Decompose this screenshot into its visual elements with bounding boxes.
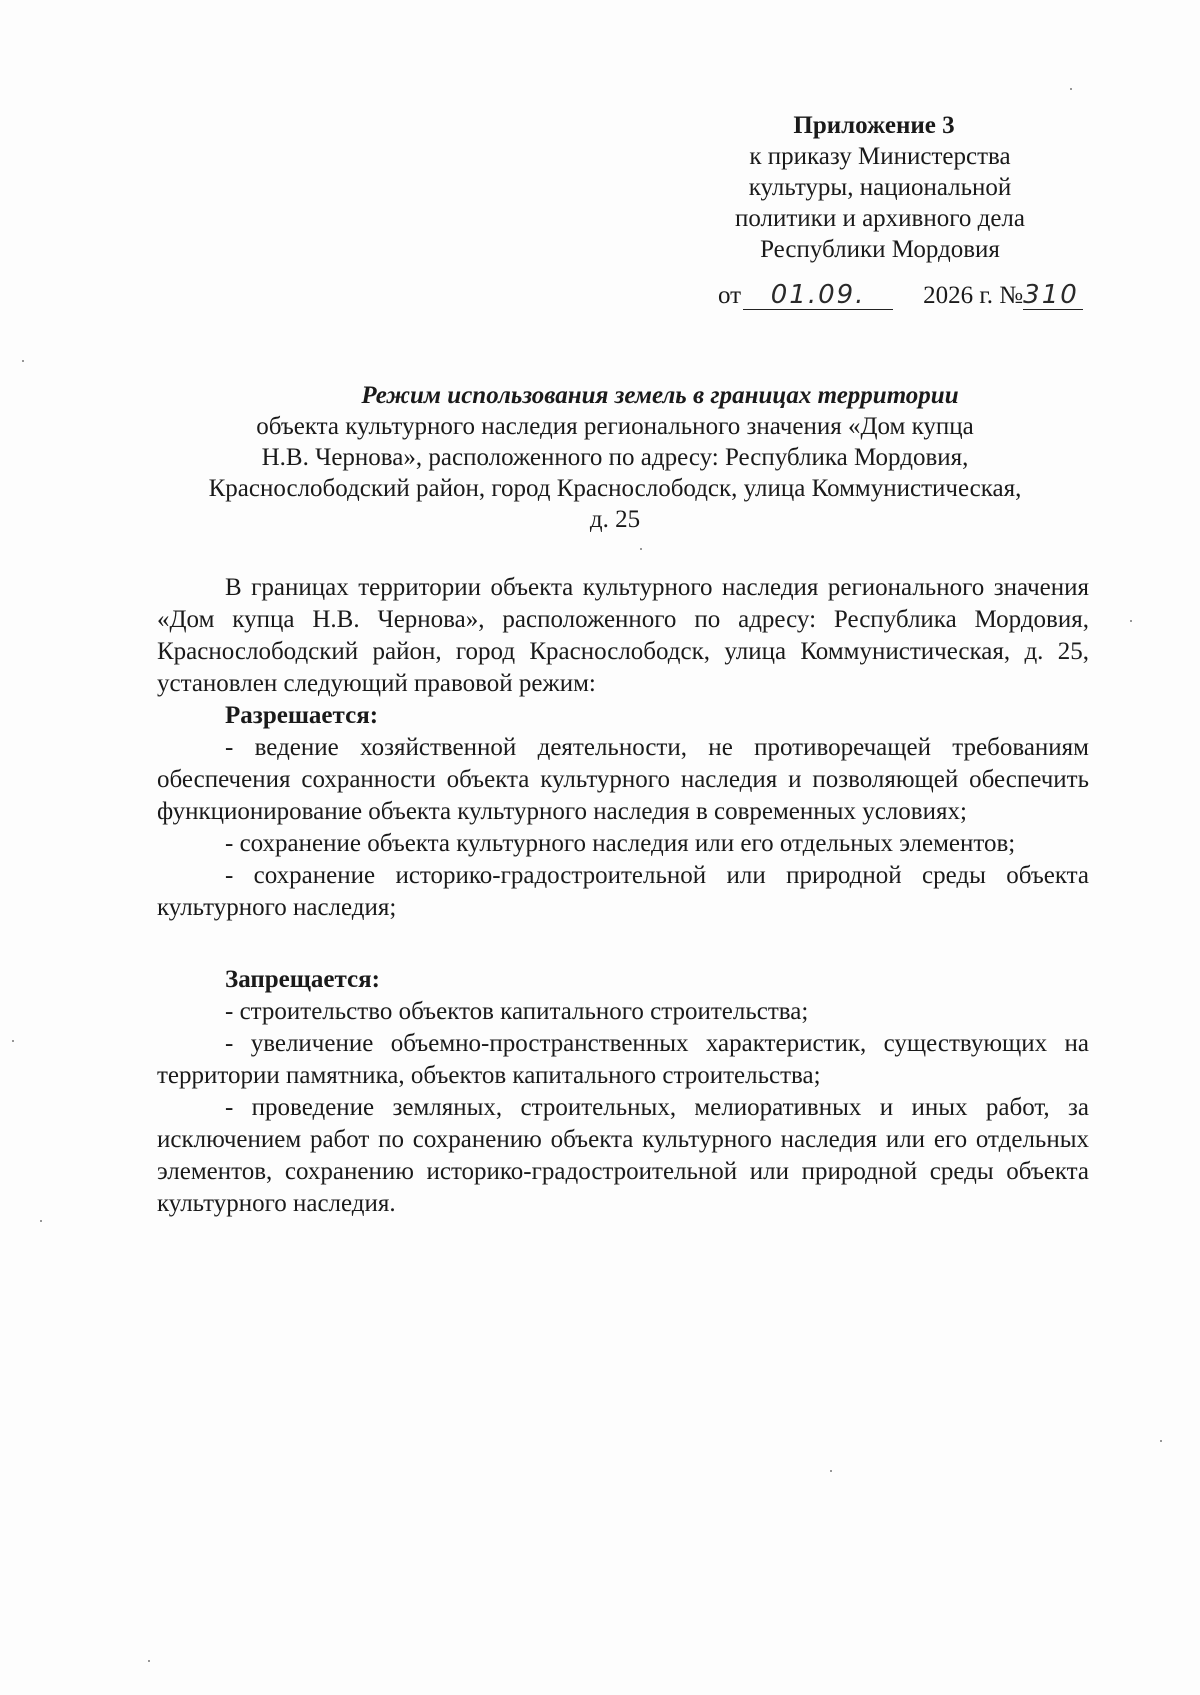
scan-speck: [830, 1470, 832, 1472]
scan-speck: [40, 1220, 42, 1222]
prohibited-heading: Запрещается:: [225, 966, 381, 993]
intro-paragraph: В границах территории объекта культурного наследия регионального значения «Дом купца Н.В. Чернова», расположенного по адресу: Республика Мордовия, Краснослободский район, город Краснослободск, улица Коммунистическая, д. 25, установлен следующий правовой режим:: [157, 574, 1089, 697]
scan-speck: [12, 1040, 14, 1042]
title-line: д. 25: [589, 506, 641, 533]
allowed-item: - ведение хозяйственной деятельности, не противоречащей требованиям обеспечения сохранности объекта культурного наследия и позволяющей обеспечить функционирование объекта культурного наследия в современных условиях;: [157, 734, 1089, 825]
prohibited-item: - строительство объектов капитального строительства;: [225, 998, 809, 1025]
title-line: объекта культурного наследия регионального значения «Дом купца: [256, 413, 974, 440]
prohibited-item: - проведение земляных, строительных, мелиоративных и иных работ, за исключением работ по сохранению объекта культурного наследия или его отдельных элементов, сохранению историко-градостроительной или природной среды объекта культурного наследия.: [157, 1094, 1089, 1217]
annex-line: культуры, национальной: [748, 174, 1012, 201]
prohibited-item: - увеличение объемно-пространственных характеристик, существующих на территории памятника, объектов капитального строительства;: [157, 1030, 1089, 1089]
year-text: 2026 г. №: [923, 282, 1024, 309]
document-body: [157, 572, 1089, 1220]
date-prefix: от: [718, 282, 742, 309]
number-field: [1023, 282, 1083, 310]
scan-speck: [1070, 88, 1072, 90]
document-title: [150, 380, 1080, 535]
annex-line: к приказу Министерства: [749, 143, 1011, 170]
scan-speck: [22, 360, 24, 362]
annex-header: [690, 110, 1070, 265]
annex-title: Приложение 3: [793, 112, 955, 139]
title-line: Н.В. Чернова», расположенного по адресу: Республика Мордовия,: [261, 444, 969, 471]
annex-line: Республики Мордовия: [760, 236, 1000, 263]
title-line: Краснослободский район, город Краснослободск, улица Коммунистическая,: [208, 475, 1022, 502]
date-field: [743, 282, 893, 310]
scan-speck: [640, 548, 642, 550]
allowed-item: - сохранение объекта культурного наследия или его отдельных элементов;: [225, 830, 1016, 857]
section-spacer: [157, 924, 1089, 964]
annex-date-row: [718, 280, 1118, 311]
allowed-heading: Разрешается:: [225, 702, 379, 729]
handwritten-date: 01.09.: [770, 280, 866, 310]
scan-speck: [1130, 620, 1132, 622]
handwritten-number: 310: [1023, 280, 1079, 310]
annex-line: политики и архивного дела: [734, 205, 1026, 232]
allowed-item: - сохранение историко-градостроительной или природной среды объекта культурного наследия;: [157, 862, 1089, 921]
scan-speck: [148, 1660, 150, 1662]
title-main: Режим использования земель в границах территории: [361, 382, 959, 409]
scan-speck: [1160, 1440, 1162, 1442]
